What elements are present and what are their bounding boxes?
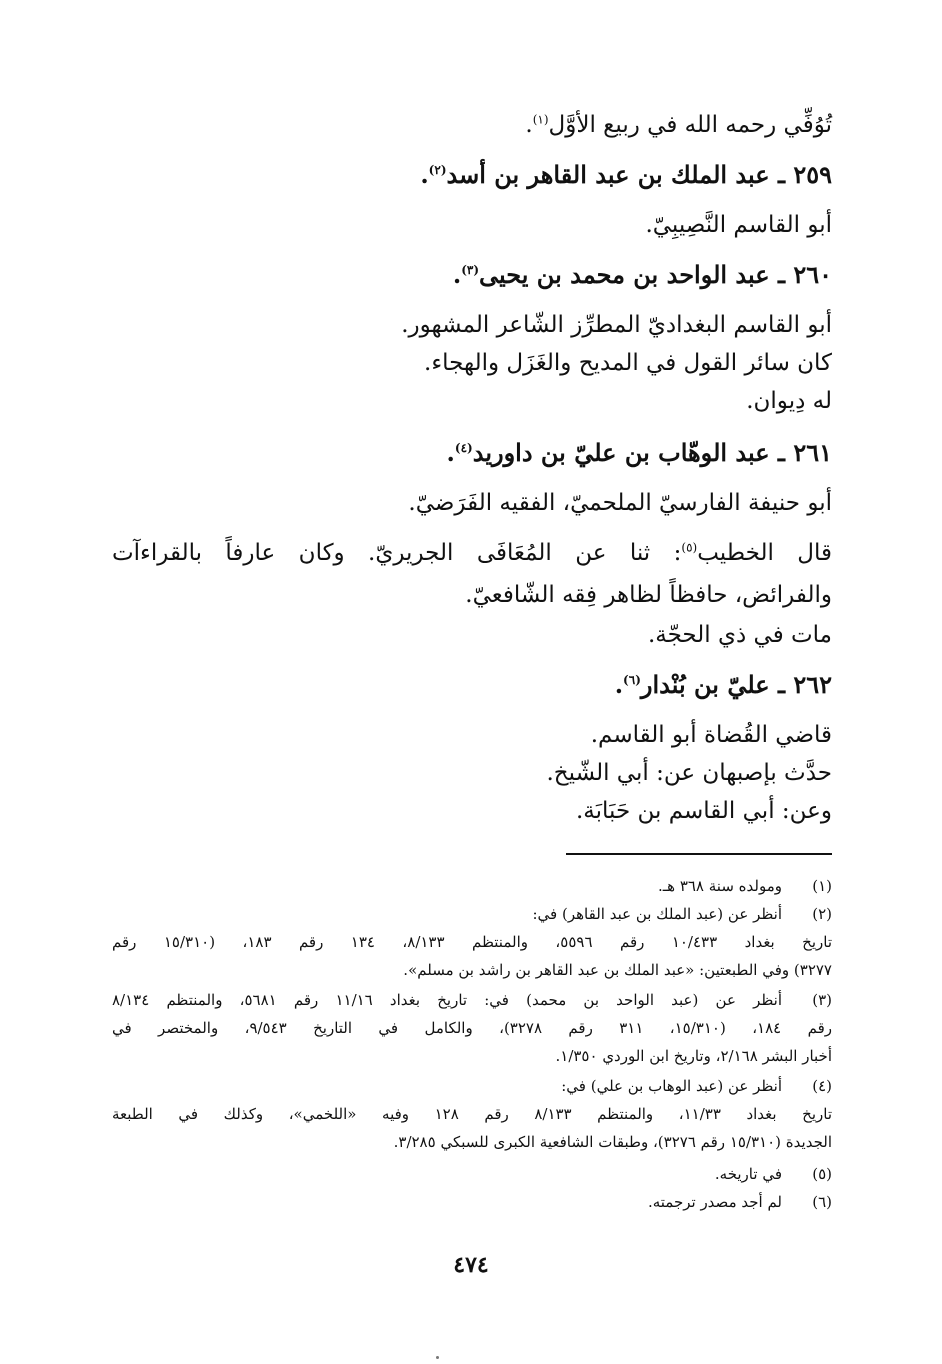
- entry-heading-262: ٢٦٢ ـ عليّ بن بُنْدار$^{(٦)}$.: [614, 670, 832, 699]
- footnote-continuation: أخبار البشر ٢/١٦٨، وتاريخ ابن الوردي ١/٣٥٠.: [555, 1047, 832, 1065]
- footnote-number: (٤): [812, 1077, 832, 1095]
- footnote-continuation: تاريخ بغداد ١١/٣٣، والمنتظم ٨/١٣٣ رقم ١٢٨ وفيه «اللخمي»، وكذلك في الطبعة: [112, 1105, 832, 1123]
- footnote-number: (٢): [812, 905, 832, 923]
- footnote-text: لم أجد مصدر ترجمته.: [647, 1193, 782, 1211]
- footnote-ref: (٤): [454, 441, 473, 455]
- footnote-text: أنظر عن (عبد الواحد بن محمد) في: تاريخ بغداد ١١/١٦ رقم ٥٦٨١، والمنتظم ٨/١٣٤: [112, 991, 782, 1009]
- footnote-text: أنظر عن (عبد الوهاب بن علي) في:: [561, 1077, 782, 1095]
- footnote-continuation: الجديدة (١٥/٣١٠ رقم ٣٢٧٦)، وطبقات الشافعية الكبرى للسبكي ٣/٢٨٥.: [393, 1133, 832, 1151]
- footnote-ref: (١): [532, 112, 549, 127]
- text-line: قاضي القُضاة أبو القاسم.: [590, 722, 832, 748]
- footnote-text: أنظر عن (عبد الملك بن عبد القاهر) في:: [532, 905, 782, 923]
- footnote-ref: (٦): [623, 673, 641, 687]
- text-line: أبو القاسم البغداديّ المطرِّز الشّاعر المشهور.: [401, 312, 832, 338]
- footnote-divider: [566, 853, 832, 855]
- footnote-number: (٣): [812, 991, 832, 1009]
- text-line: كان سائر القول في المديح والغَزَل والهجاء.: [424, 350, 832, 376]
- page-number: ٤٧٤: [453, 1252, 489, 1278]
- footnote-text: في تاريخه.: [714, 1165, 782, 1183]
- text-line: مات في ذي الحجّة.: [647, 622, 832, 648]
- text-line: أبو القاسم النَّصِيبِيّ.: [645, 212, 832, 238]
- text-line: قال الخطيب$^{(٥)}$: ثنا عن المُعَافَى الجريريّ. وكان عارفاً بالقراءآت: [112, 540, 832, 566]
- footnote-number: (٥): [812, 1165, 832, 1183]
- entry-heading-261: ٢٦١ ـ عبد الوهّاب بن عليّ بن داوريد$^{(٤)}$.: [446, 438, 832, 467]
- text-line: أبو حنيفة الفارسيّ الملحميّ، الفقيه الفَرَضيّ.: [408, 490, 832, 516]
- text-line: له دِيوان.: [746, 388, 832, 414]
- entry-heading-260: ٢٦٠ ـ عبد الواحد بن محمد بن يحيى$^{(٣)}$.: [452, 260, 832, 289]
- footnote-ref: (٥): [681, 540, 698, 555]
- text-line: حدَّث بإصبهان عن: أبي الشّيخ.: [546, 760, 832, 786]
- footnote-continuation: تاريخ بغداد ١٠/٤٣٣ رقم ٥٥٩٦، والمنتظم ٨/١٣٣، ١٣٤ رقم ١٨٣، (١٥/٣١٠ رقم: [112, 933, 833, 951]
- footnote-continuation: رقم ١٨٤، (١٥/٣١٠، ٣١١ رقم ٣٢٧٨)، والكامل في التاريخ ٩/٥٤٣، والمختصر في: [112, 1019, 833, 1037]
- footnote-ref: (٣): [461, 263, 480, 277]
- footnote-number: (١): [812, 877, 832, 895]
- footnote-ref: (٢): [428, 163, 447, 177]
- text-line: والفرائض، حافظاً لظاهر فِقه الشّافعيّ.: [465, 582, 832, 608]
- text-line: تُوُفِّي رحمه الله في ربيع الأوَّل$^{(١)}$.: [525, 112, 832, 138]
- text-line: وعن: أبي القاسم بن حَبَابَة.: [575, 798, 832, 824]
- entry-heading-259: ٢٥٩ ـ عبد الملك بن عبد القاهر بن أسد$^{(٢)}$.: [420, 160, 832, 189]
- footnote-text: ومولده سنة ٣٦٨ هـ.: [657, 877, 782, 895]
- footnote-number: (٦): [812, 1193, 832, 1211]
- footnote-continuation: ٣٢٧٧) وفي الطبعتين: «عبد الملك بن عبد القاهر بن راشد بن مسلم».: [403, 961, 832, 979]
- scan-speck: [436, 1356, 439, 1359]
